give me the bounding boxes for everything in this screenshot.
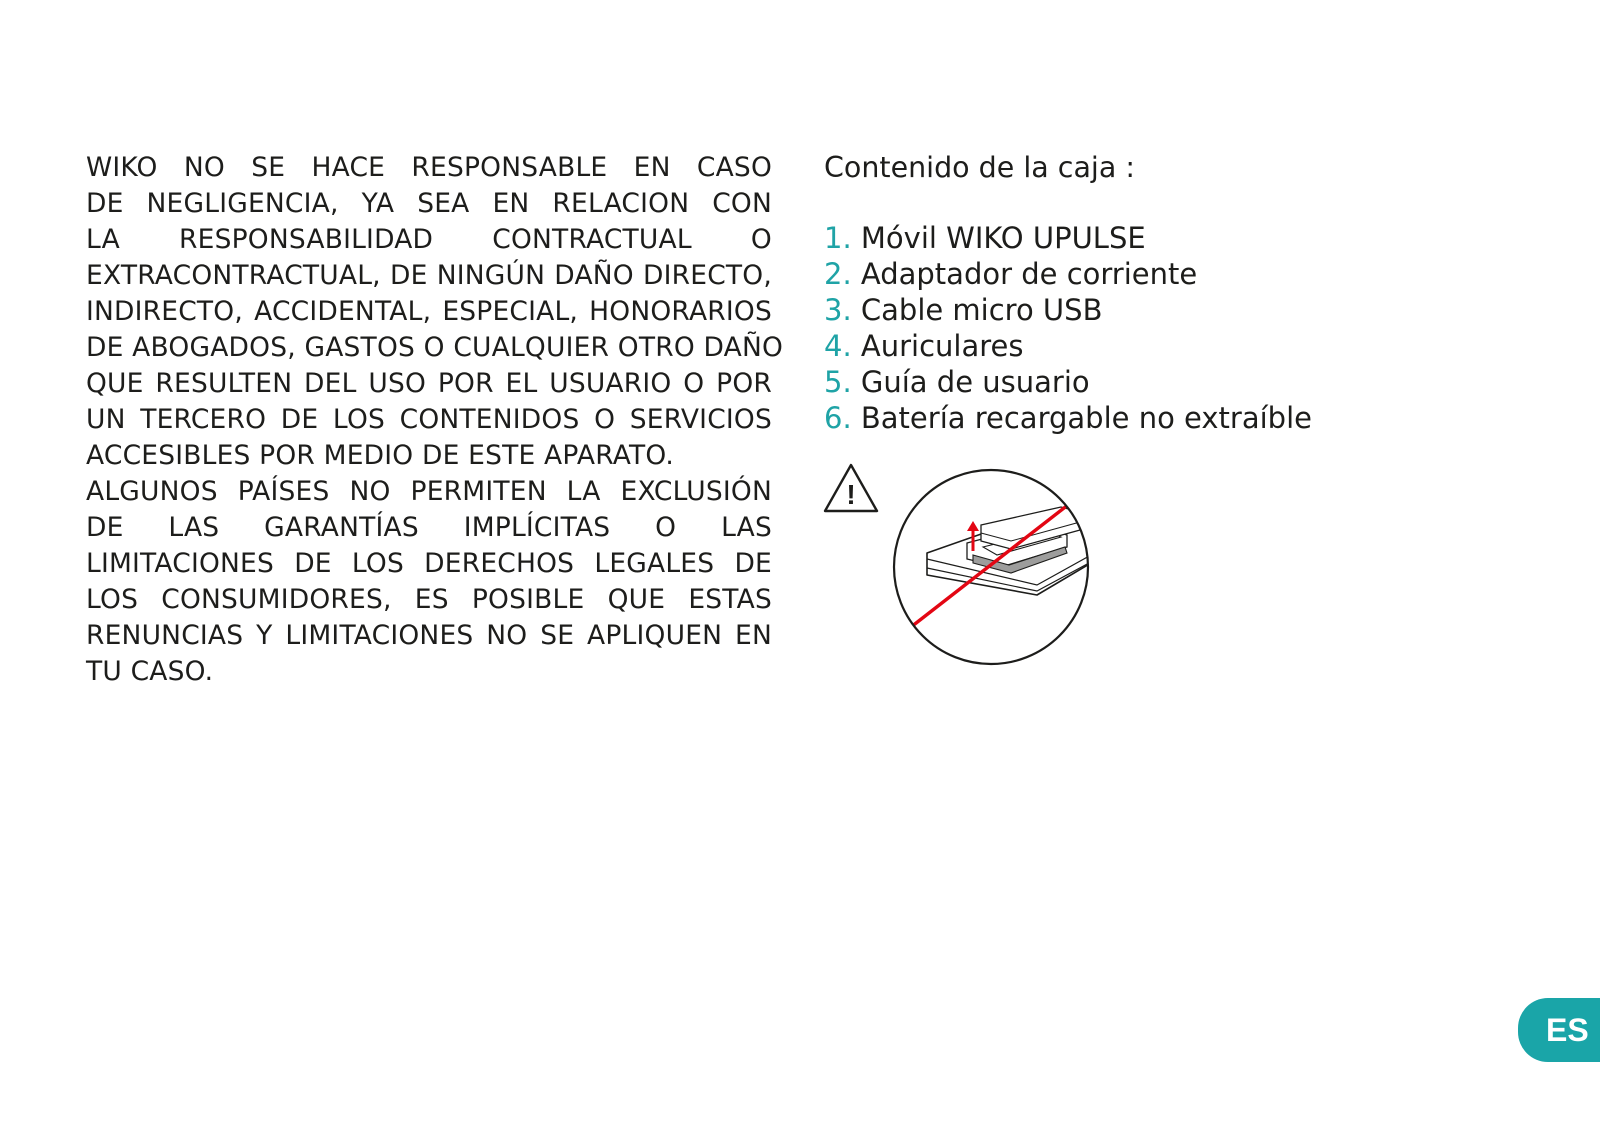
item-label: Adaptador de corriente [860,257,1198,291]
disclaimer-line: DE NEGLIGENCIA, YA SEA EN RELACION CON [86,188,772,219]
list-item [824,256,1524,292]
disclaimer-line: RENUNCIAS Y LIMITACIONES NO SE APLIQUEN EN [86,620,772,651]
box-contents-list [824,220,1524,436]
item-label: Batería recargable no extraíble [860,401,1312,435]
list-item [824,220,1524,256]
item-number: 2. [824,257,852,291]
disclaimer-text [86,150,784,690]
item-label: Guía de usuario [860,365,1090,399]
item-label: Móvil WIKO UPULSE [860,221,1146,255]
item-label: Cable micro USB [860,293,1103,327]
disclaimer-line: TU CASO. [86,656,214,687]
list-item [824,400,1524,436]
no-battery-removal-icon [891,467,1091,667]
list-item [824,364,1524,400]
disclaimer-line: DE ABOGADOS, GASTOS O CUALQUIER OTRO DAÑO [86,332,784,363]
item-number: 6. [824,401,852,435]
disclaimer-line: EXTRACONTRACTUAL, DE NINGÚN DAÑO DIRECTO, [86,260,772,291]
item-label: Auriculares [860,329,1024,363]
box-contents-title: Contenido de la caja : [824,151,1135,184]
box-contents-section [824,148,1524,436]
disclaimer-line: UN TERCERO DE LOS CONTENIDOS O SERVICIOS [86,404,772,435]
disclaimer-line: QUE RESULTEN DEL USO POR EL USUARIO O POR [86,368,772,399]
item-number: 5. [824,365,852,399]
disclaimer-line: LOS CONSUMIDORES, ES POSIBLE QUE ESTAS [86,584,772,615]
item-number: 1. [824,221,852,255]
item-number: 3. [824,293,852,327]
disclaimer-line: WIKO NO SE HACE RESPONSABLE EN CASO [86,152,772,183]
list-item [824,328,1524,364]
language-tab: ES [1518,998,1600,1062]
disclaimer-line: LA RESPONSABILIDAD CONTRACTUAL O [86,224,772,255]
disclaimer-line: LIMITACIONES DE LOS DERECHOS LEGALES DE [86,548,772,579]
disclaimer-line: INDIRECTO, ACCIDENTAL, ESPECIAL, HONORARIOS [86,296,772,327]
warning-triangle-icon [822,462,880,514]
disclaimer-line: DE LAS GARANTÍAS IMPLÍCITAS O LAS [86,512,772,543]
disclaimer-line: ACCESIBLES POR MEDIO DE ESTE APARATO. [86,440,675,471]
warning-symbol: ! [846,479,856,510]
item-number: 4. [824,329,852,363]
list-item [824,292,1524,328]
disclaimer-line: ALGUNOS PAÍSES NO PERMITEN LA EXCLUSIÓN [86,476,772,507]
